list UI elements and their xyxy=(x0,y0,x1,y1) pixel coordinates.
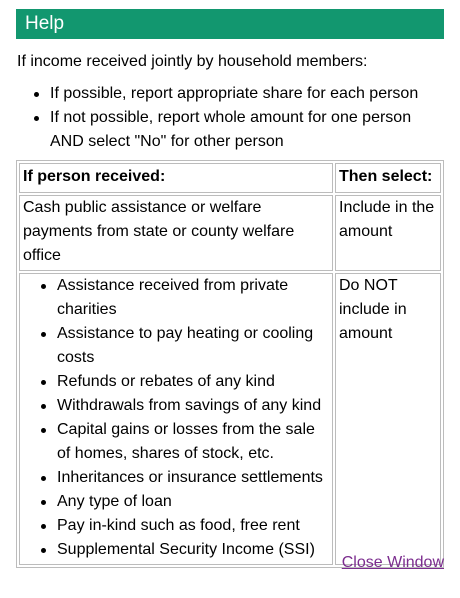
list-item: Refunds or rebates of any kind xyxy=(39,370,330,394)
list-item: Supplemental Security Income (SSI) xyxy=(39,538,330,562)
intro-bullet: If possible, report appropriate share for each person xyxy=(32,82,442,106)
list-item: Withdrawals from savings of any kind xyxy=(39,394,330,418)
table-header-row xyxy=(19,163,441,193)
help-header xyxy=(16,9,444,39)
list-item: Assistance received from private charities xyxy=(39,274,330,322)
table-cell-select: Include in the amount xyxy=(335,195,441,271)
list-item: Inheritances or insurance settlements xyxy=(39,466,330,490)
help-title: Help xyxy=(25,13,65,34)
excluded-items-list xyxy=(23,274,330,562)
table-row xyxy=(19,273,441,565)
table-cell-received: Cash public assistance or welfare payments from state or county welfare office xyxy=(19,195,333,271)
close-window-link[interactable]: Close Window xyxy=(341,554,444,571)
table-cell-select: Do NOT include in amount xyxy=(335,273,441,565)
list-item: Capital gains or losses from the sale of homes, shares of stock, etc. xyxy=(39,418,330,466)
list-item: Assistance to pay heating or cooling costs xyxy=(39,322,330,370)
column-header-received: If person received: xyxy=(19,163,333,193)
list-item: Any type of loan xyxy=(39,490,330,514)
intro-bullet: If not possible, report whole amount for one person AND select "No" for other person xyxy=(32,106,442,154)
table-row xyxy=(19,195,441,271)
table-cell-received xyxy=(19,273,333,565)
help-table xyxy=(16,160,444,568)
intro-bullet-list xyxy=(32,82,442,154)
list-item: Pay in-kind such as food, free rent xyxy=(39,514,330,538)
intro-text: If income received jointly by household members: xyxy=(17,53,368,70)
column-header-select: Then select: xyxy=(335,163,441,193)
